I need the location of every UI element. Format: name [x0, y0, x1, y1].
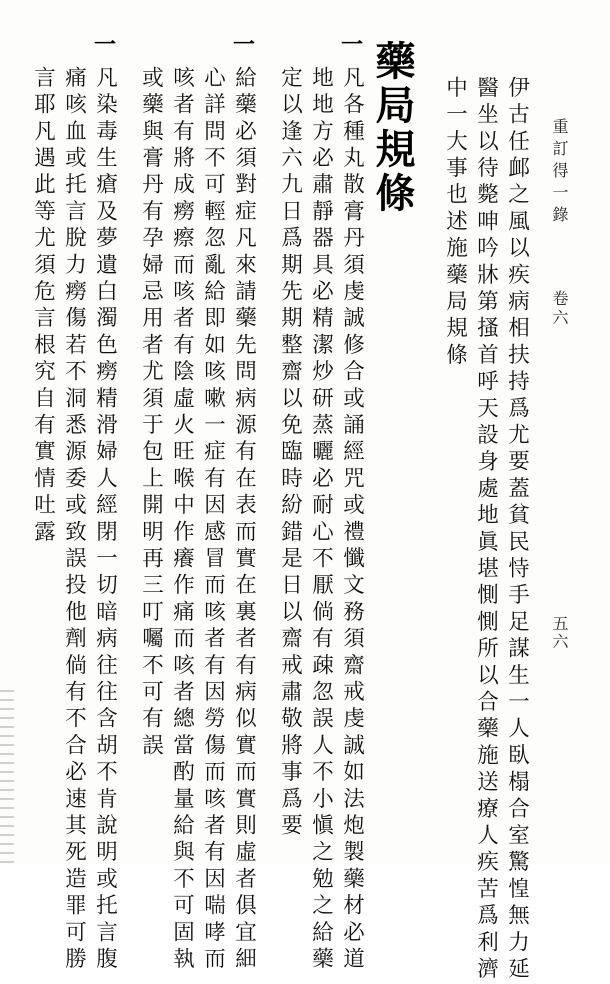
text-column-6: 定以逢六九日爲期先期整齋以免臨時紛錯是日以齋戒肅敬將事爲要: [277, 66, 303, 841]
text-column-9: 咳者有將成癆瘵而咳者有陰虛火旺喉中作癢作痛而咳者總當酌量給與不可固執: [169, 66, 195, 974]
page-number: 五六: [550, 615, 569, 651]
text-column-13: 言耶凡遇此等尤須危言根究自有實情吐露: [30, 66, 56, 547]
text-column-2: 醫坐以待斃呻吟牀第搔首呼天設身處地眞堪惻惻所以合藥施送療人疾苦爲利濟: [473, 76, 499, 984]
text-column-3: 中一大事也述施藥局規條: [442, 76, 468, 370]
item-marker-3: 一: [94, 32, 117, 58]
text-column-4: 凡各種丸散膏丹須虔誠修合或誦經咒或禮懺文務須齋戒虔誠如法炮製藥材必道: [339, 66, 365, 974]
running-header-volume: 卷六: [550, 290, 569, 328]
text-column-8: 心詳問不可輕忽亂給即如咳嗽一症有因感冒而咳者有因勞傷而咳者有因喘哮而: [200, 66, 226, 974]
text-column-11: 凡染毒生瘡及夢遺白濁色癆精滑婦人經閉一切暗病往往含胡不肯說明或托言腹: [92, 66, 118, 974]
item-marker-2: 一: [233, 32, 256, 58]
text-column-5: 地地方必肅靜器具必精潔炒研蒸曬必耐心不厭倘有疎忽誤人不小愼之勉之給藥: [308, 66, 334, 974]
running-header-title: 重訂得一錄: [550, 118, 569, 228]
text-column-10: 或藥與膏丹有孕婦忌用者尤須于包上開明再三叮囑不可有誤: [138, 66, 164, 761]
text-column-1: 伊古任䘏之風以疾病相扶持爲尤要蓋貧民恃手足謀生一人臥榻合室驚惶無力延: [504, 76, 530, 984]
scan-edge-artifact: [0, 690, 14, 865]
text-column-7: 給藥必須對症凡來請藥先問病源有在表而實在裏者有病似實而實則虛者俱宜細: [231, 66, 257, 974]
item-marker-1: 一: [341, 32, 364, 58]
text-column-12: 痛咳血或托言脫力癆傷若不洞悉源委或致誤投他劑倘有不合必速其死造罪可勝: [61, 66, 87, 974]
section-title: 藥局規條: [369, 40, 416, 216]
